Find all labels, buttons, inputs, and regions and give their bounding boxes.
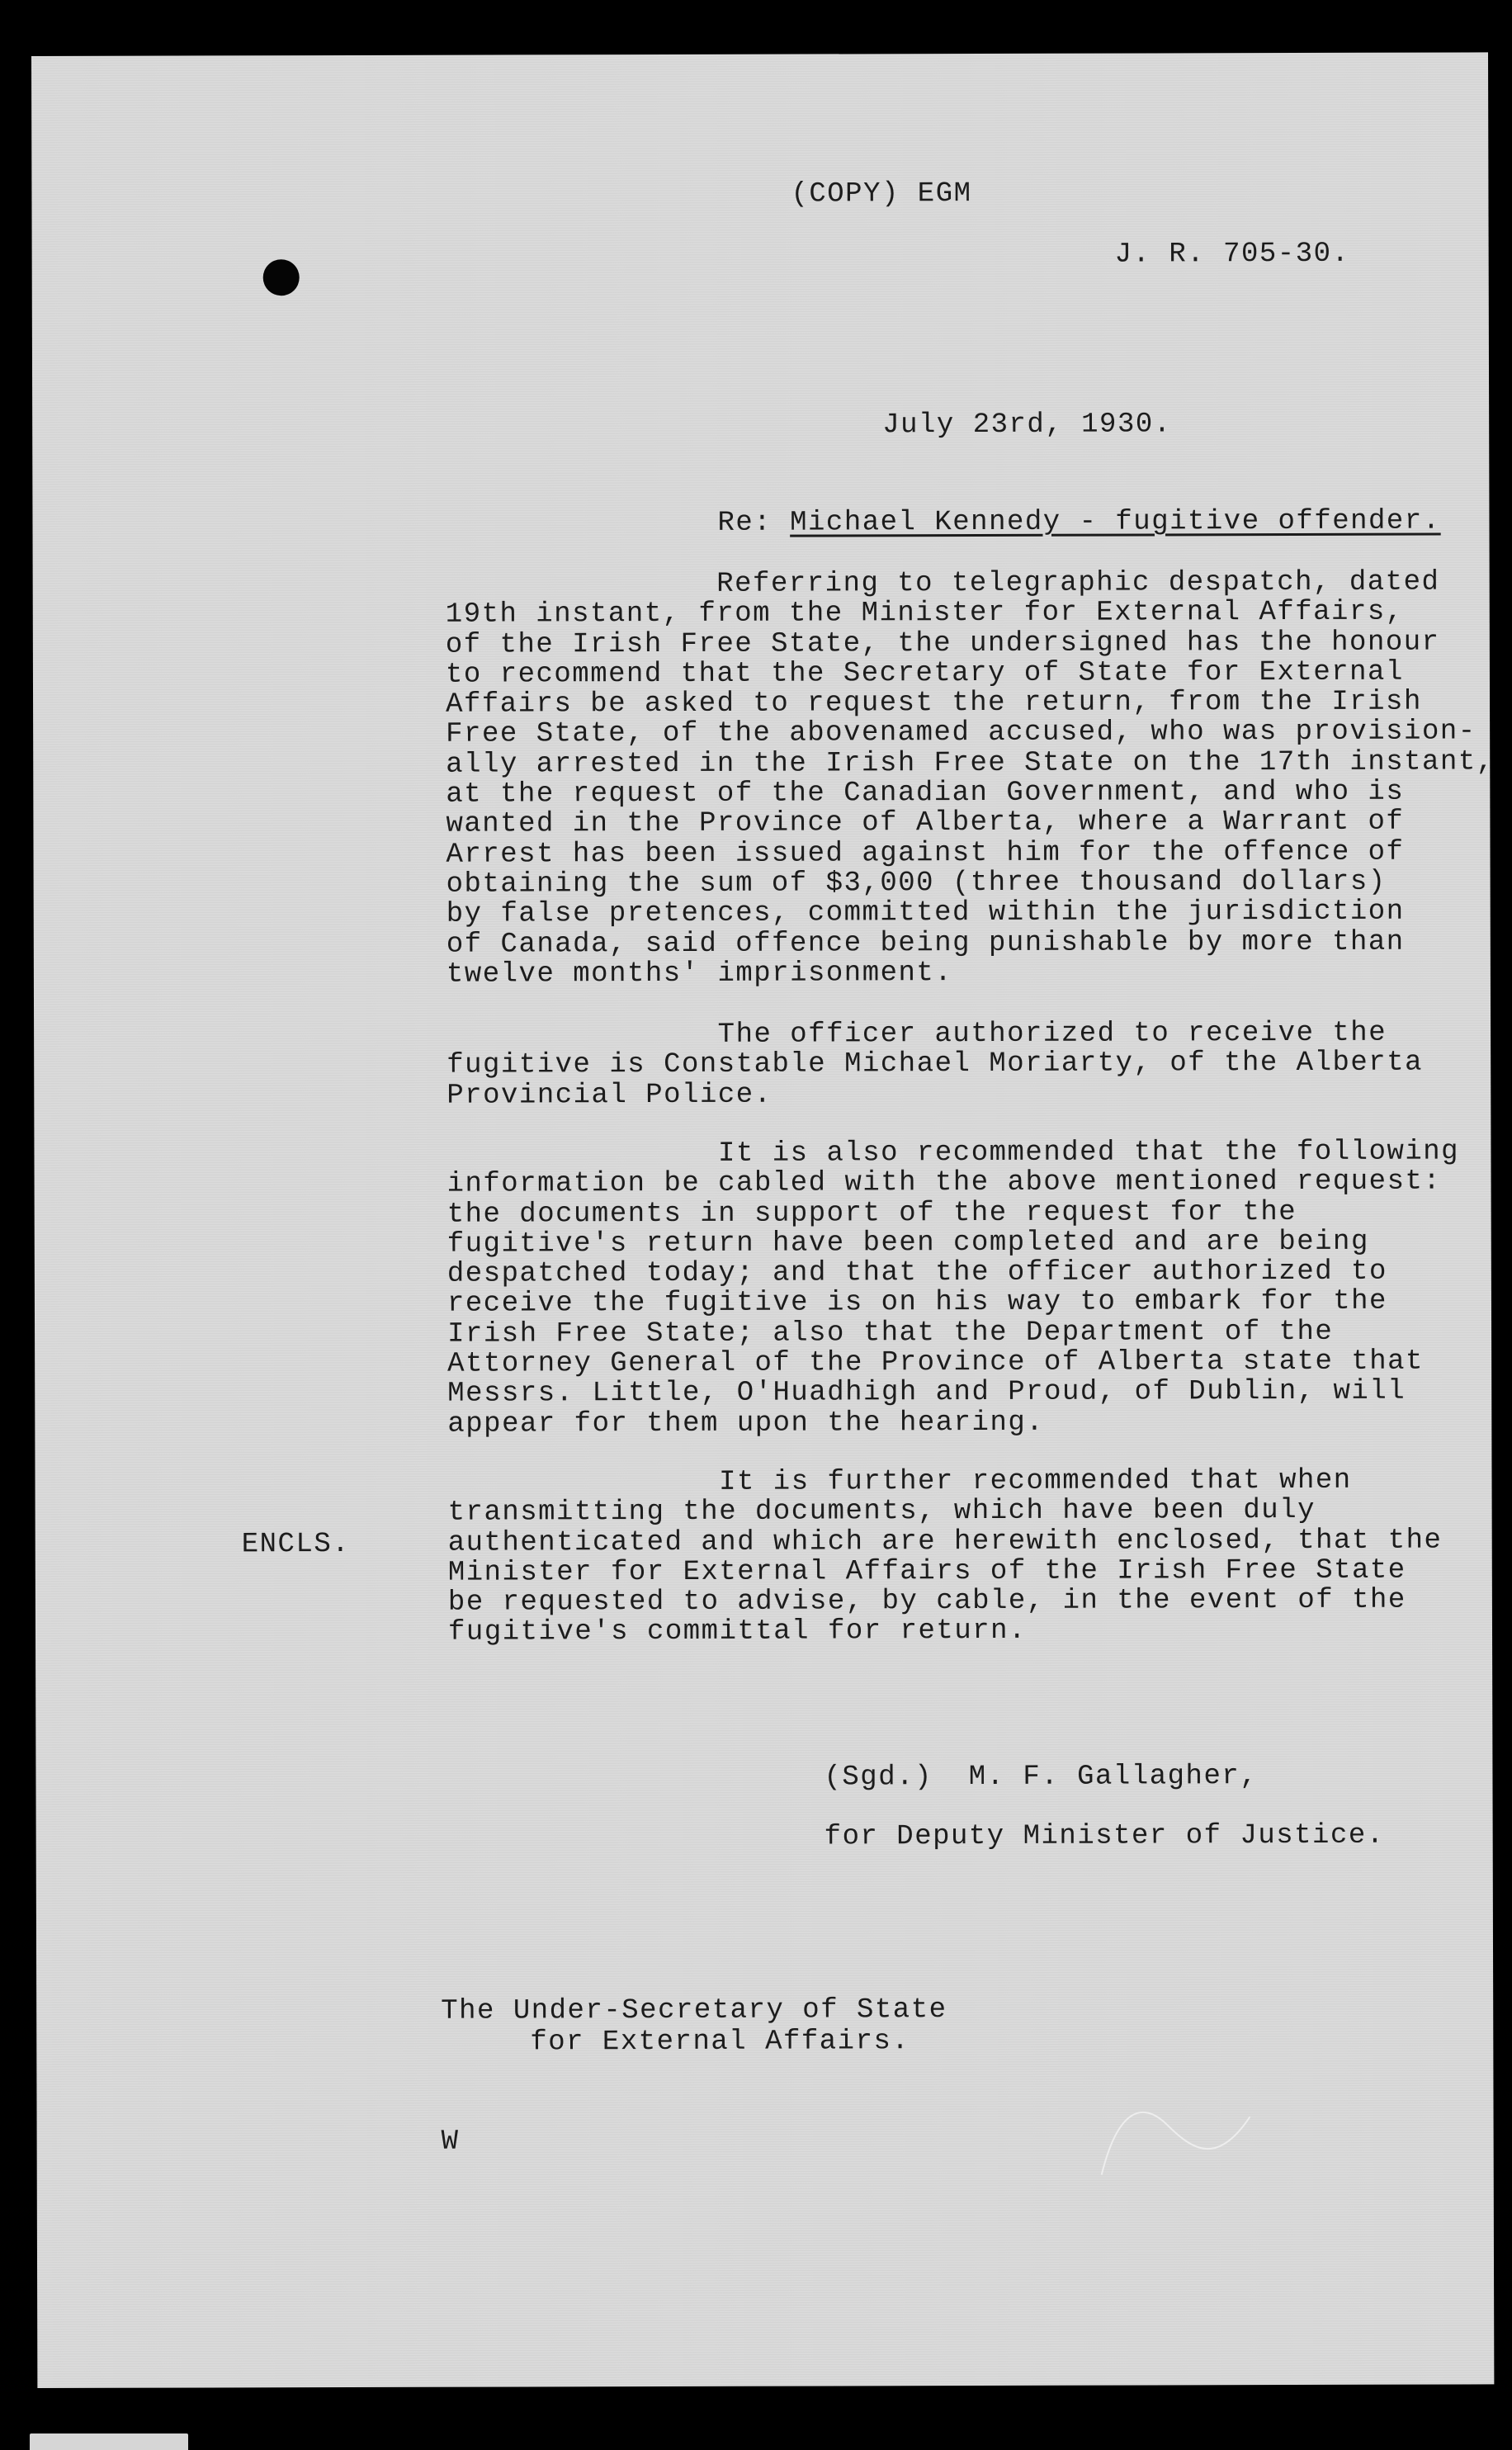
paragraph-request-return bbox=[446, 567, 1495, 989]
paragraph-line: appear for them upon the hearing. bbox=[447, 1407, 1045, 1440]
paragraph-line: Irish Free State; also that the Department of the bbox=[447, 1316, 1334, 1350]
paragraph-receiving-officer bbox=[447, 1019, 1423, 1111]
paragraph-transmit-documents bbox=[447, 1466, 1442, 1648]
paragraph-line: fugitive is Constable Michael Moriarty, of the Alberta bbox=[447, 1047, 1424, 1081]
paragraph-line: obtaining the sum of $3,000 (three thousand dollars) bbox=[446, 866, 1387, 901]
subject-prefix: Re: bbox=[717, 507, 791, 539]
paragraph-line: It is also recommended that the following bbox=[447, 1136, 1460, 1171]
copy-marking: (COPY) EGM bbox=[791, 178, 972, 210]
paragraph-line: of Canada, said offence being punishable by more than bbox=[446, 926, 1405, 961]
paper-scuff-mark bbox=[1093, 2092, 1258, 2183]
paragraph-line: fugitive's committal for return. bbox=[447, 1615, 1027, 1649]
paragraph-line: Free State, of the abovenamed accused, who was provision- bbox=[446, 716, 1477, 751]
paragraph-line: receive the fugitive is on his way to embark for the bbox=[447, 1286, 1387, 1321]
paragraph-line: twelve months' imprisonment. bbox=[446, 957, 953, 991]
paragraph-line: Referring to telegraphic despatch, dated bbox=[445, 566, 1440, 601]
paragraph-cable-information bbox=[447, 1137, 1460, 1439]
paragraph-line: by false pretences, committed within the jurisdiction bbox=[446, 896, 1405, 930]
document-page bbox=[31, 52, 1494, 2388]
paragraph-line: transmitting the documents, which have been duly bbox=[447, 1495, 1316, 1529]
paragraph-line: information be cabled with the above mentioned request: bbox=[447, 1166, 1442, 1200]
paragraph-line: ally arrested in the Irish Free State on the 17th instant, bbox=[446, 746, 1495, 781]
paragraph-line: Messrs. Little, O'Huadhigh and Proud, of Dublin, will bbox=[447, 1376, 1406, 1411]
subject-text: Michael Kennedy - fugitive offender. bbox=[790, 505, 1441, 539]
subject-line bbox=[717, 507, 1440, 538]
paragraph-line: wanted in the Province of Alberta, where a Warrant of bbox=[446, 806, 1405, 841]
paragraph-line: Minister for External Affairs of the Irish Free State bbox=[447, 1554, 1406, 1589]
paragraph-line: 19th instant, from the Minister for External Affairs, bbox=[445, 596, 1404, 631]
paragraph-line: authenticated and which are herewith enclosed, that the bbox=[447, 1525, 1443, 1559]
punch-hole bbox=[263, 259, 300, 296]
underlying-page-edge bbox=[30, 2433, 188, 2450]
paragraph-line: at the request of the Canadian Government, and who is bbox=[446, 776, 1405, 811]
paragraph-line: of the Irish Free State, the undersigned has the honour bbox=[445, 627, 1440, 661]
paragraph-line: to recommend that the Secretary of State for External bbox=[445, 656, 1404, 691]
paragraph-line: be requested to advise, by cable, in the event of the bbox=[447, 1584, 1406, 1619]
letter-date: July 23rd, 1930. bbox=[882, 409, 1172, 442]
addressee-line-1: The Under-Secretary of State bbox=[441, 1994, 947, 2027]
addressee-line-2: for External Affairs. bbox=[530, 2026, 910, 2059]
paragraph-line: Affairs be asked to request the return, from the Irish bbox=[446, 686, 1422, 721]
paragraph-line: The officer authorized to receive the bbox=[447, 1017, 1387, 1052]
file-reference: J. R. 705-30. bbox=[1114, 238, 1350, 271]
paragraph-line: the documents in support of the request for the bbox=[447, 1196, 1297, 1231]
typist-initial: W bbox=[441, 2126, 460, 2158]
signature-name: (Sgd.) M. F. Gallagher, bbox=[824, 1761, 1259, 1794]
paragraph-line: Arrest has been issued against him for the offence of bbox=[446, 836, 1405, 871]
signature-title: for Deputy Minister of Justice. bbox=[824, 1819, 1385, 1853]
enclosures-margin-note: ENCLS. bbox=[241, 1528, 351, 1561]
paragraph-line: fugitive's return have been completed and are being bbox=[447, 1226, 1369, 1260]
paragraph-line: despatched today; and that the officer authorized to bbox=[447, 1256, 1387, 1290]
paragraph-line: Attorney General of the Province of Alberta state that bbox=[447, 1346, 1424, 1380]
paragraph-line: It is further recommended that when bbox=[447, 1464, 1352, 1499]
paragraph-line: Provincial Police. bbox=[447, 1079, 773, 1112]
